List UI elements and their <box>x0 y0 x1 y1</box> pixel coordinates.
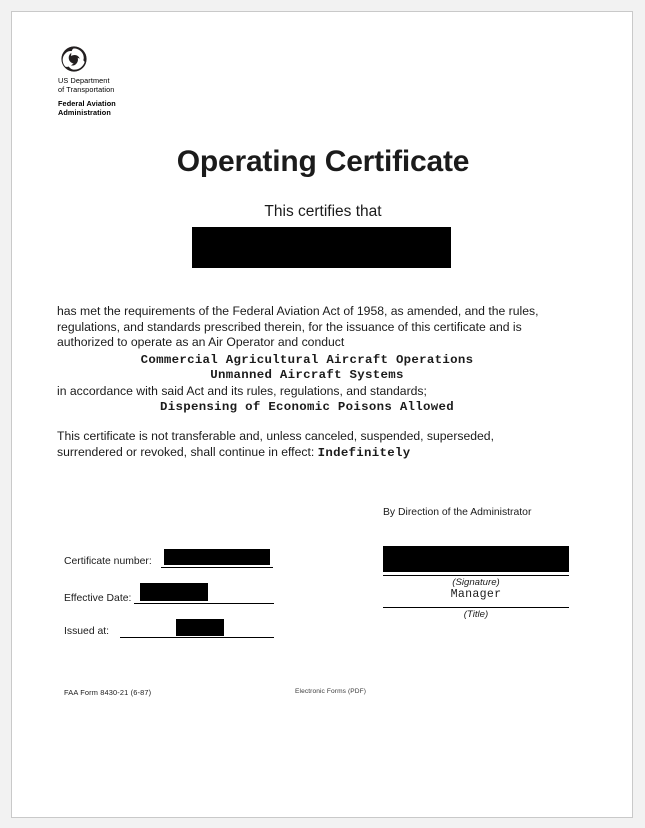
operation-line-1: Commercial Agricultural Aircraft Operations <box>140 353 474 367</box>
title-caption: (Title) <box>463 609 489 620</box>
non-transferable-sentence: This certificate is not transferable and, unless canceled, suspended, superseded, surrendered or revoked, shall continue in effect: <box>57 429 494 459</box>
certificate-number-label: Certificate number: <box>64 556 152 567</box>
accordance-text: in accordance with said Act and its rules, regulations, and standards; <box>57 384 427 398</box>
body-paragraph: has met the requirements of the Federal Aviation Act of 1958, as amended, and the rules, regulations, and standards prescribed therein, for the issuance of this certificate and is authorized to operate as an Air Operator and conduct <box>57 304 539 350</box>
redaction-certificate-number <box>164 549 270 565</box>
redaction-effective-date <box>140 583 208 601</box>
agency-department-line-1: US Department <box>58 76 110 85</box>
effective-date-label: Effective Date: <box>64 593 132 604</box>
title-value: Manager <box>450 588 502 601</box>
certificate-body <box>57 304 557 414</box>
redaction-issued-at <box>176 619 224 636</box>
signature-caption: (Signature) <box>452 577 500 588</box>
operation-line-3: Dispensing of Economic Poisons Allowed <box>160 400 454 414</box>
form-number: FAA Form 8430-21 (6-87) <box>64 688 152 697</box>
agency-administration-line-1: Federal Aviation <box>58 99 116 109</box>
duration-value: Indefinitely <box>317 445 411 460</box>
redaction-signature <box>383 546 569 572</box>
certificate-page <box>11 11 633 818</box>
certificate-number-rule <box>161 567 273 568</box>
page-title: Operating Certificate <box>176 145 470 178</box>
certifies-subtitle: This certifies that <box>264 203 382 220</box>
issued-at-label: Issued at: <box>64 626 110 637</box>
agency-department-name <box>58 77 217 94</box>
dot-triskelion-icon <box>61 46 87 72</box>
agency-administration-name <box>58 100 217 117</box>
by-direction-label: By Direction of the Administrator <box>383 507 532 518</box>
effective-date-rule <box>134 603 274 604</box>
non-transferable-text <box>57 429 557 461</box>
agency-administration-line-2: Administration <box>58 107 111 117</box>
electronic-forms-note: Electronic Forms (PDF) <box>295 688 367 695</box>
issued-at-rule <box>120 637 274 638</box>
title-rule <box>383 607 569 608</box>
redaction-holder-name <box>192 227 451 268</box>
agency-identity-block <box>57 46 217 117</box>
operation-line-2: Unmanned Aircraft Systems <box>210 368 404 382</box>
signature-rule <box>383 575 569 576</box>
agency-department-line-2: of Transportation <box>58 84 115 94</box>
